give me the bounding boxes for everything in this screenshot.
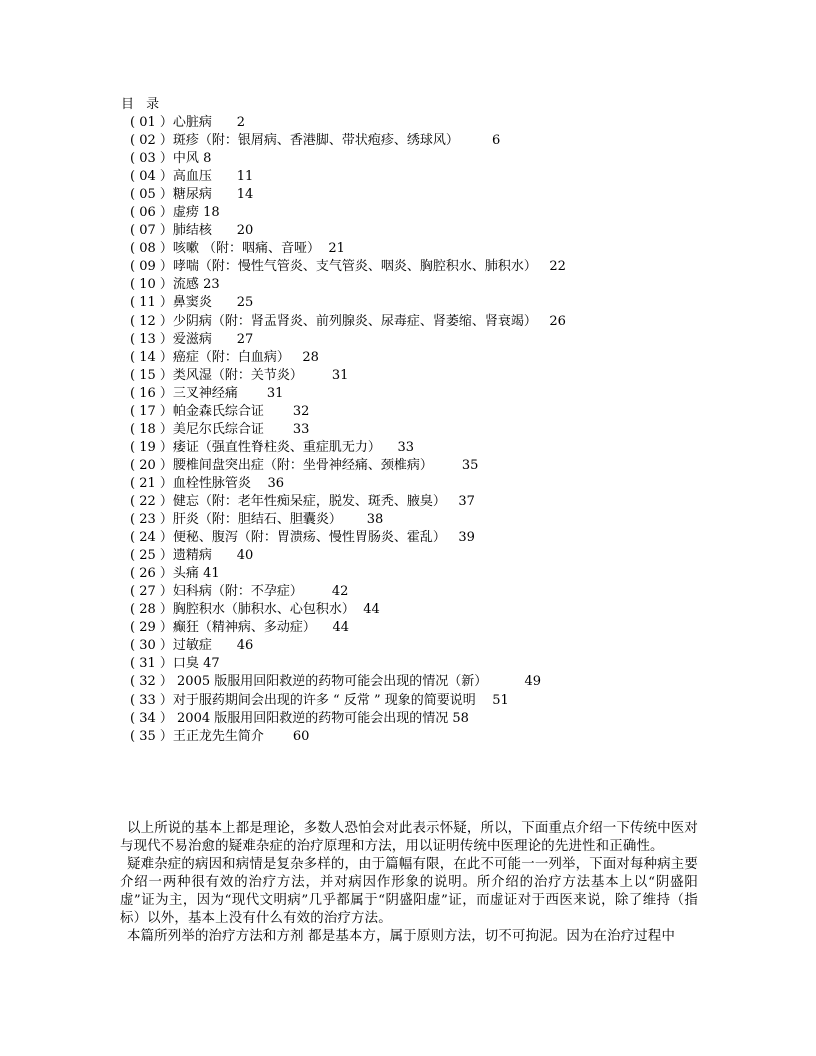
paragraph-methods: 本篇所列举的治疗方法和方剂 都是基本方，属于原则方法，切不可拘泥。因为在治疗过程中 [127,929,676,944]
toc-entry-title: 癌症（附：白血病） [172,349,290,365]
toc-number: 14 [139,349,156,365]
toc-open-paren: ( [130,602,140,618]
toc-number: 19 [139,439,156,455]
toc-entry-title: 美尼尔氏综合证 [172,421,264,437]
toc-gap [433,458,462,473]
toc-open-paren: ( [130,493,140,509]
toc-entry[interactable] [130,385,566,403]
toc-open-paren: ( [130,584,140,600]
toc-close-paren: ） [155,439,173,455]
toc-close-paren: ） [155,566,173,582]
toc-open-paren: ( [130,223,140,239]
toc-gap [303,584,332,599]
toc-entry-title: 爱滋病 [172,331,212,347]
toc-gap [342,512,367,527]
toc-entry[interactable] [130,114,566,132]
toc-entry-title: 口臭 [172,656,199,672]
toc-number: 08 [139,241,156,257]
toc-open-paren: ( [130,512,140,528]
toc-number: 05 [139,187,156,203]
toc-gap [212,638,237,653]
toc-entry[interactable] [130,529,566,547]
toc-close-paren: ） [155,548,173,564]
toc-gap [212,548,237,563]
toc-entry[interactable] [130,313,566,331]
toc-open-paren: ( [130,548,140,564]
toc-close-paren: ） [155,115,173,130]
toc-entry-title: 高血压 [172,169,212,185]
toc-page-number: 51 [492,692,509,708]
toc-close-paren: ） [155,530,173,546]
toc-title: 目 录 [121,97,164,112]
toc-open-paren: ( [130,313,140,329]
toc-open-paren: ( [130,710,140,726]
toc-entry-title: 帕金森氏综合证 [172,403,264,419]
toc-close-paren: ） [155,349,173,365]
toc-open-paren: ( [130,475,140,491]
toc-page-number: 18 [203,205,220,221]
toc-entry-title: 过敏症 [172,638,212,654]
toc-page-number: 14 [236,187,254,203]
toc-close-paren: ） [155,313,173,329]
toc-open-paren: ( [130,205,140,221]
toc-gap [212,223,237,238]
toc-entry-title: 妇科病（附：不孕症） [172,584,303,600]
toc-entry-title: 咳嗽 （附：咽痛、音哑） [172,241,321,257]
toc-gap [446,494,458,509]
toc-entry[interactable] [130,240,566,258]
toc-entry[interactable] [130,349,566,367]
toc-page-number: 37 [458,493,475,509]
toc-gap [303,368,332,383]
toc-page-number: 8 [203,151,212,167]
toc-entry[interactable] [130,222,566,240]
toc-entry-title: 中风 [172,151,199,167]
toc-page-number: 39 [458,530,475,546]
toc-close-paren: ） [155,638,173,654]
toc-entry-title: 类风湿（附：关节炎） [172,367,303,383]
toc-number: 31 [139,656,156,672]
toc-number: 06 [139,205,156,221]
body-text [120,820,698,946]
toc-number: 30 [139,638,156,654]
toc-number: 24 [139,530,156,546]
toc-close-paren: ） [155,421,173,437]
toc-entry-title: 哮喘（附：慢性气管炎、支气管炎、咽炎、胸腔积水、肺积水） [172,259,537,275]
toc-open-paren: ( [130,241,140,257]
paragraph-diseases: 疑难杂症的病因和病情是复杂多样的，由于篇幅有限，在此不可能一一列举，下面对每种病主要介绍一两种很有效的治疗方法，并对病因作形象的说明。所介绍的治疗方法基本上以“阴盛阳虚”证为主，因为“现代文明病”几乎都属于“阴盛阳虚”证，而虚证对于西医来说，除了维持（指标）以外，基本上没有什么有效的治疗方法。 [120,857,698,926]
toc-gap [212,115,237,130]
toc-open-paren: ( [130,277,140,293]
toc-close-paren: ） [155,620,173,636]
toc-entry-title: 斑疹（附：银屑病、香港脚、带状疱疹、绣球风） [172,133,459,149]
toc-open-paren: ( [130,115,140,130]
toc-gap [238,386,267,401]
toc-entry-title: 血栓性脉管炎 [172,475,251,491]
toc-entry[interactable] [130,186,566,204]
toc-page-number: 44 [332,620,349,636]
toc-number: 27 [139,584,156,600]
toc-entry[interactable] [130,132,566,150]
toc-entry-title: 腰椎间盘突出症（附：坐骨神经痛、颈椎病） [172,457,433,473]
toc-number: 20 [139,457,156,473]
toc-entry[interactable] [130,728,566,746]
toc-page-number: 25 [236,295,254,311]
toc-close-paren: ） [155,151,173,167]
toc-page-number: 42 [331,584,349,600]
toc-page-number: 27 [236,331,254,347]
toc-number: 16 [139,385,156,401]
toc-close-paren: ） [155,656,173,672]
toc-open-paren: ( [130,439,140,455]
toc-page-number: 11 [236,169,254,185]
toc-entry[interactable] [130,493,566,511]
toc-close-paren: ） [155,187,173,203]
toc-number: 25 [139,548,156,564]
toc-entry-title: 王正龙先生简介 [172,728,264,744]
toc-page-number: 31 [266,385,284,401]
table-of-contents [130,114,566,746]
toc-open-paren: ( [130,728,140,744]
toc-close-paren: ） [155,493,173,509]
toc-entry-title: 少阴病（附：肾盂肾炎、前列腺炎、尿毒症、肾萎缩、肾衰竭） [172,313,537,329]
toc-entry[interactable] [130,601,566,619]
toc-close-paren: ） [155,674,173,690]
toc-number: 15 [139,367,156,383]
toc-entry-title: 虚痨 [172,205,199,221]
toc-entry[interactable] [130,150,566,168]
toc-number: 22 [139,493,156,509]
toc-entry-title: 对于服药期间会出现的许多 “ 反常 ” 现象的简要说明 [172,692,476,708]
toc-number: 28 [139,602,156,618]
toc-close-paren: ） [155,710,173,726]
toc-entry[interactable] [130,367,566,385]
toc-close-paren: ） [155,602,173,618]
toc-close-paren: ） [155,584,173,600]
toc-close-paren: ） [155,205,173,221]
toc-page-number: 22 [549,259,566,275]
toc-number: 09 [139,259,156,275]
toc-entry[interactable] [130,276,566,294]
toc-entry-title: 2004 版服用回阳救逆的药物可能会出现的情况 [172,710,449,726]
toc-page-number: 20 [236,223,254,239]
toc-page-number: 31 [331,367,349,383]
toc-open-paren: ( [130,187,140,203]
toc-entry[interactable] [130,637,566,655]
toc-close-paren: ） [155,692,173,708]
toc-page-number: 46 [236,638,254,654]
toc-open-paren: ( [130,403,140,419]
toc-gap [316,620,333,635]
toc-open-paren: ( [130,421,140,437]
toc-page-number: 26 [549,313,566,329]
toc-entry[interactable] [130,204,566,222]
toc-open-paren: ( [130,259,140,275]
toc-number: 07 [139,223,156,239]
toc-entry-title: 胸腔积水（肺积水、心包积水） [172,602,355,618]
toc-open-paren: ( [130,530,140,546]
toc-number: 35 [139,728,156,744]
toc-close-paren: ） [155,223,173,239]
toc-close-paren: ） [155,133,173,149]
toc-entry[interactable] [130,655,566,673]
toc-page-number: 38 [366,512,384,528]
toc-entry-title: 肺结核 [172,223,212,239]
toc-gap [212,295,237,310]
toc-close-paren: ） [155,728,173,744]
toc-close-paren: ） [155,259,173,275]
toc-page-number: 49 [524,674,542,690]
toc-number: 02 [139,133,156,149]
toc-entry[interactable] [130,565,566,583]
toc-entry[interactable] [130,294,566,312]
toc-entry[interactable] [130,168,566,186]
toc-entry[interactable] [130,692,566,710]
toc-open-paren: ( [130,295,140,311]
toc-gap [537,314,549,329]
toc-entry-title: 健忘（附：老年性痴呆症，脱发、斑秃、腋臭） [172,493,446,509]
toc-entry-title: 痿证（强直性脊柱炎、重症肌无力） [172,439,381,455]
toc-number: 01 [139,115,156,130]
toc-open-paren: ( [130,385,140,401]
toc-open-paren: ( [130,692,140,708]
toc-gap [381,440,398,455]
toc-gap [487,674,524,689]
toc-page-number: 40 [236,548,254,564]
toc-entry[interactable] [130,511,566,529]
toc-entry-title: 2005 版服用回阳救逆的药物可能会出现的情况（新） [172,674,488,690]
toc-entry[interactable] [130,619,566,637]
toc-number: 03 [139,151,156,167]
toc-page-number: 2 [236,115,245,130]
toc-page-number: 33 [397,439,414,455]
toc-open-paren: ( [130,331,140,347]
toc-page-number: 44 [363,602,380,618]
toc-close-paren: ） [155,475,173,491]
toc-number: 29 [139,620,156,636]
toc-gap [290,350,302,365]
toc-gap [212,332,237,347]
toc-page-number: 41 [203,566,220,582]
toc-entry[interactable] [130,457,566,475]
toc-entry-title: 遗精病 [172,548,212,564]
toc-entry-title: 流感 [172,277,199,293]
toc-number: 13 [139,331,156,347]
toc-gap [355,602,363,617]
toc-page-number: 60 [292,728,310,744]
toc-close-paren: ） [155,295,173,311]
toc-page-number: 36 [267,475,284,491]
toc-number: 34 [139,710,156,726]
toc-open-paren: ( [130,349,140,365]
toc-entry-title: 便秘、腹泻（附：胃溃疡、慢性胃肠炎、霍乱） [172,530,446,546]
toc-entry[interactable] [130,475,566,493]
toc-number: 11 [139,295,156,311]
toc-open-paren: ( [130,169,140,185]
toc-number: 18 [139,421,156,437]
toc-open-paren: ( [130,151,140,167]
toc-entry-title: 癫狂（精神病、多动症） [172,620,316,636]
toc-entry-title: 糖尿病 [172,187,212,203]
toc-close-paren: ） [155,367,173,383]
toc-number: 26 [139,566,156,582]
toc-entry[interactable] [130,673,566,691]
toc-open-paren: ( [130,457,140,473]
toc-gap [212,169,237,184]
toc-entry-title: 鼻窦炎 [172,295,212,311]
toc-page-number: 58 [452,710,469,726]
toc-close-paren: ） [155,277,173,293]
toc-open-paren: ( [130,638,140,654]
toc-close-paren: ） [155,403,173,419]
toc-close-paren: ） [155,457,173,473]
toc-open-paren: ( [130,367,140,383]
toc-entry[interactable] [130,710,566,728]
toc-open-paren: ( [130,656,140,672]
toc-open-paren: ( [130,566,140,582]
toc-entry-title: 头痛 [172,566,199,582]
toc-number: 17 [139,403,156,419]
toc-gap [537,259,549,274]
toc-gap [476,693,493,708]
toc-entry[interactable] [130,258,566,276]
toc-entry[interactable] [130,439,566,457]
toc-page-number: 33 [292,421,310,437]
toc-page-number: 23 [203,277,220,293]
toc-open-paren: ( [130,674,140,690]
toc-page-number: 47 [203,656,220,672]
toc-page-number: 35 [461,457,479,473]
toc-number: 32 [139,674,156,690]
toc-entry[interactable] [130,403,566,421]
toc-number: 33 [139,692,156,708]
toc-gap [264,404,293,419]
toc-number: 10 [139,277,156,293]
toc-gap [251,476,268,491]
toc-open-paren: ( [130,133,140,149]
toc-number: 21 [139,475,156,491]
toc-number: 23 [139,512,156,528]
toc-page-number: 21 [328,241,345,257]
toc-entry[interactable] [130,331,566,349]
toc-gap [264,729,293,744]
toc-gap [459,133,492,148]
toc-entry[interactable] [130,583,566,601]
paragraph-intro: 以上所说的基本上都是理论，多数人恐怕会对此表示怀疑，所以，下面重点介绍一下传统中医对与现代不易治愈的疑难杂症的治疗原理和方法，用以证明传统中医理论的先进性和正确性。 [120,821,698,854]
toc-close-paren: ） [155,169,173,185]
toc-page-number: 28 [302,349,319,365]
toc-gap [264,422,293,437]
toc-number: 12 [139,313,156,329]
toc-page-number: 32 [292,403,310,419]
toc-close-paren: ） [155,512,173,528]
toc-gap [212,187,237,202]
toc-entry-title: 肝炎（附：胆结石、胆囊炎） [172,512,342,528]
toc-page-number: 6 [491,133,501,149]
toc-entry[interactable] [130,547,566,565]
toc-open-paren: ( [130,620,140,636]
toc-entry[interactable] [130,421,566,439]
toc-close-paren: ） [155,241,173,257]
toc-entry-title: 三叉神经痛 [172,385,238,401]
toc-gap [446,530,458,545]
toc-close-paren: ） [155,331,173,347]
toc-close-paren: ） [155,385,173,401]
toc-number: 04 [139,169,156,185]
toc-entry-title: 心脏病 [172,115,212,130]
